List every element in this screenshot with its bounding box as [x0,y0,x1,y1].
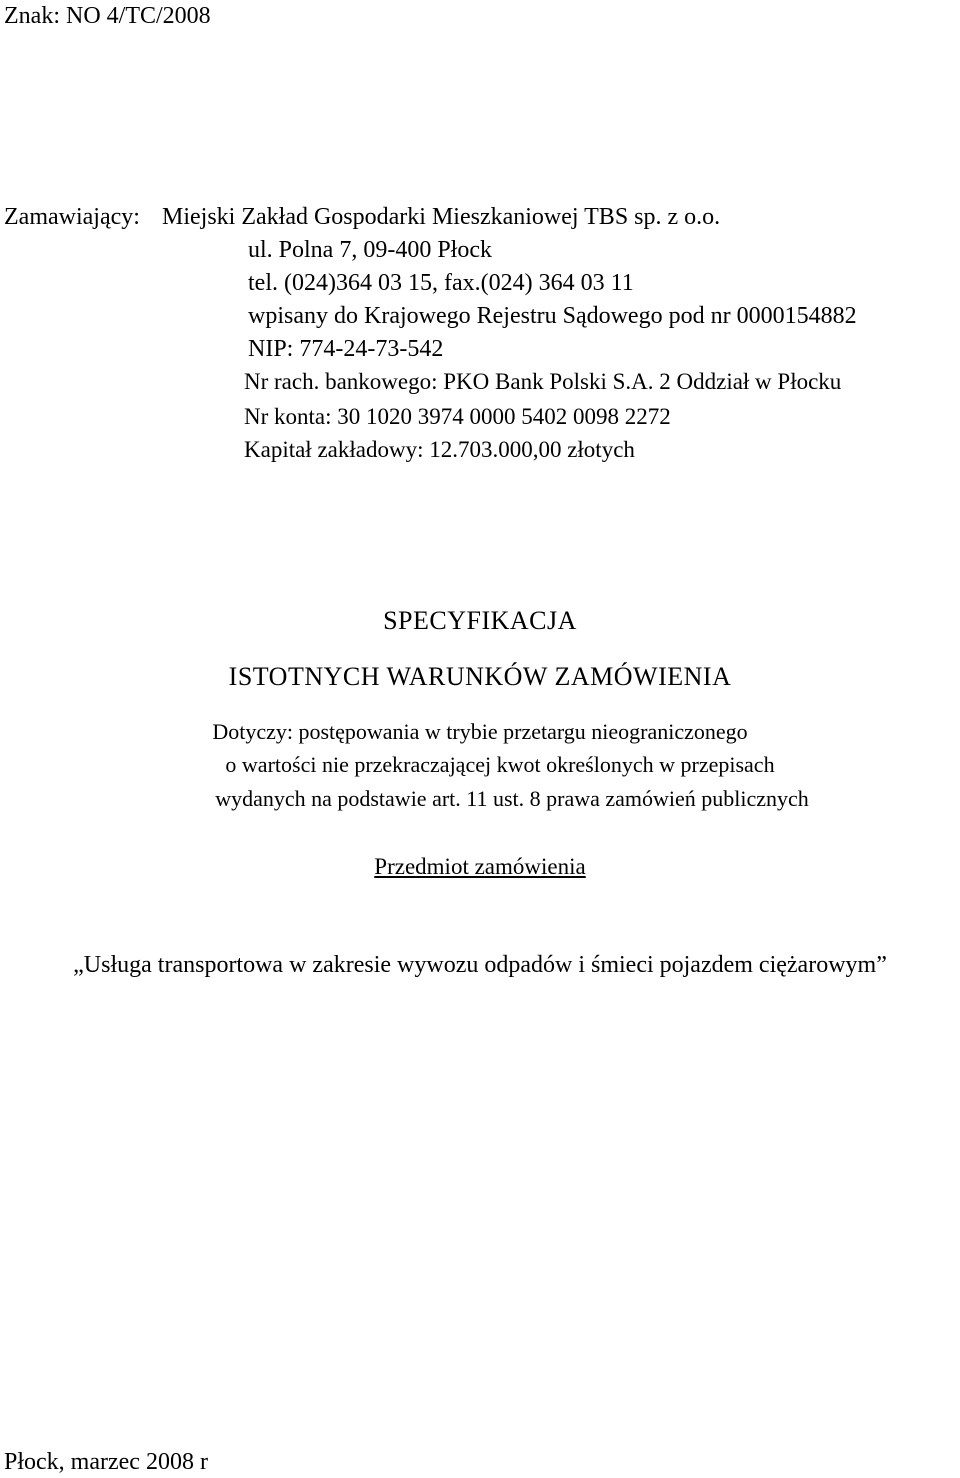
procedure-description-line-1: Dotyczy: postępowania w trybie przetargu nieograniczonego [212,719,748,744]
subject-title: „Usługa transportowa w zakresie wywozu odpadów i śmieci pojazdem ciężarowym” [73,952,887,978]
subject-heading: Przedmiot zamówienia [374,854,586,879]
authority-account-number: Nr konta: 30 1020 3974 0000 5402 0098 2272 [244,404,671,429]
procedure-description-line-3: wydanych na podstawie art. 11 ust. 8 prawa zamówień publicznych [215,786,809,811]
document-reference-number: Znak: NO 4/TC/2008 [4,3,211,29]
authority-address: ul. Polna 7, 09-400 Płock [248,237,492,263]
authority-nip: NIP: 774-24-73-542 [248,336,444,362]
authority-phone-fax: tel. (024)364 03 15, fax.(024) 364 03 11 [248,270,634,296]
contracting-authority-name: Miejski Zakład Gospodarki Mieszkaniowej TBS sp. z o.o. [162,204,721,230]
authority-bank: Nr rach. bankowego: PKO Bank Polski S.A. 2 Oddział w Płocku [244,369,842,394]
specification-subtitle: ISTOTNYCH WARUNKÓW ZAMÓWIENIA [228,662,732,691]
procedure-description-line-2: o wartości nie przekraczającej kwot określonych w przepisach [225,752,775,777]
place-and-date: Płock, marzec 2008 r [4,1449,208,1475]
specification-title: SPECYFIKACJA [383,606,577,635]
authority-share-capital: Kapitał zakładowy: 12.703.000,00 złotych [244,437,635,462]
authority-registry-number: wpisany do Krajowego Rejestru Sądowego pod nr 0000154882 [248,303,857,329]
contracting-authority-label: Zamawiający: [4,204,140,230]
